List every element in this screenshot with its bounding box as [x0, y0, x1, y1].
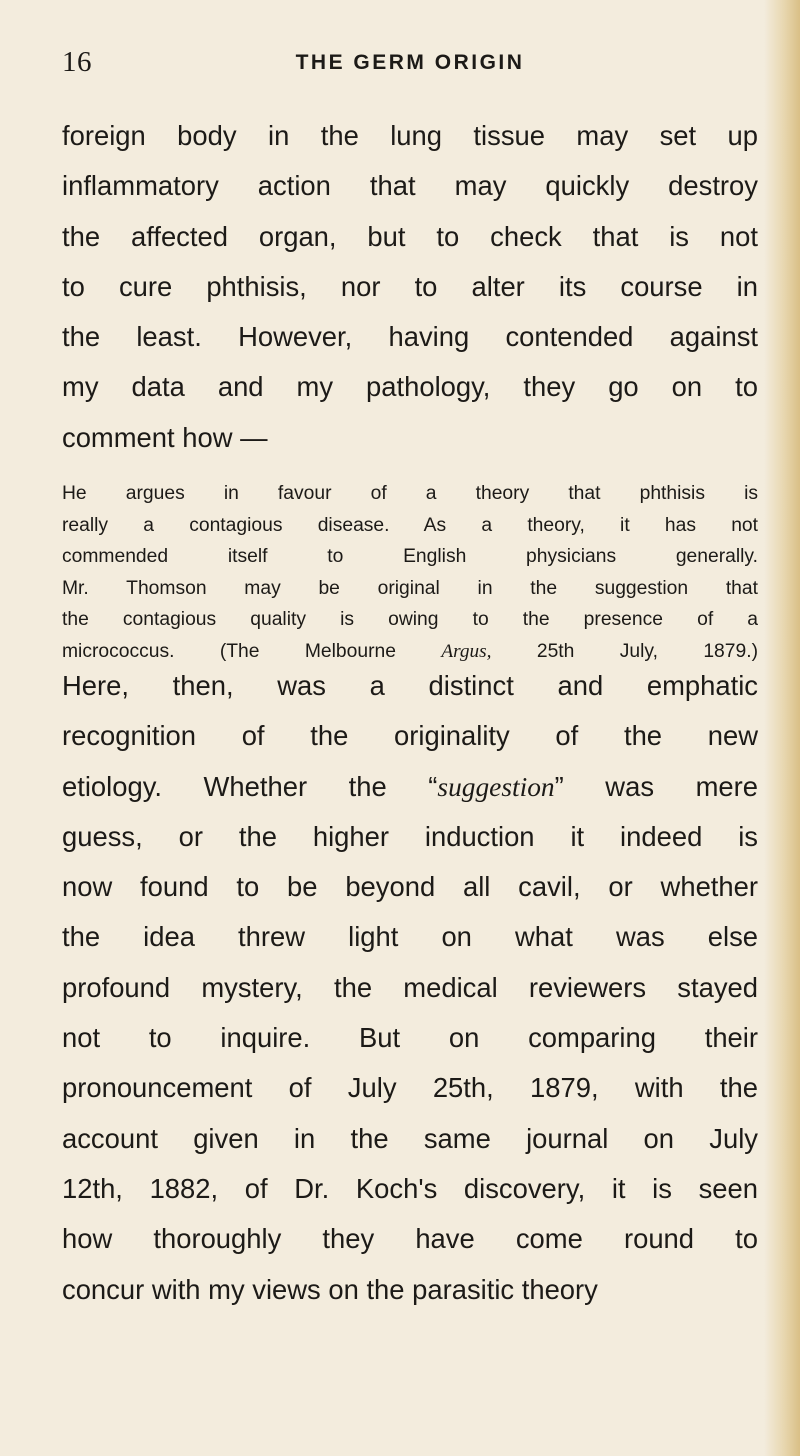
quote-line: really a contagious disease. As a theory, it has not	[62, 514, 758, 536]
page-number: 16	[62, 46, 92, 78]
quote-line: Mr. Thomson may be original in the suggestion that	[62, 577, 758, 599]
text-line: the least. However, having contended against	[62, 321, 758, 353]
block-quotation	[62, 478, 758, 667]
text-segment: ” was mere	[554, 770, 758, 802]
emphasized-word: suggestion	[437, 771, 555, 802]
text-line: the affected organ, but to check that is not	[62, 220, 758, 252]
quote-text: 25th July, 1879.)	[491, 640, 758, 662]
book-page	[62, 0, 758, 1305]
quote-line: commended itself to English physicians generally.	[62, 546, 758, 567]
running-head	[62, 0, 758, 78]
text-line: Here, then, was a distinct and emphatic	[62, 670, 758, 701]
page-edge-shading	[764, 0, 800, 1456]
text-line: profound mystery, the medical reviewers stayed	[62, 971, 758, 1003]
quote-line: He argues in favour of a theory that phthisis is	[62, 483, 758, 504]
text-line: to cure phthisis, nor to alter its course in	[62, 270, 758, 302]
text-line: now found to be beyond all cavil, or whether	[62, 871, 758, 903]
quote-line: the contagious quality is owing to the presence of a	[62, 609, 758, 630]
newspaper-title: Argus,	[441, 640, 492, 662]
text-line: account given in the same journal on July	[62, 1122, 758, 1154]
text-line: the idea threw light on what was else	[62, 921, 758, 953]
text-line	[62, 762, 758, 812]
text-line: foreign body in the lung tissue may set up	[62, 120, 758, 151]
text-segment: etiology. Whether the “	[62, 770, 438, 802]
text-line: comment how —	[62, 421, 268, 453]
text-line: recognition of the originality of the new	[62, 720, 758, 752]
text-line: not to inquire. But on comparing their	[62, 1022, 758, 1054]
text-line: how thoroughly they have come round to	[62, 1223, 758, 1255]
paragraph-2	[62, 661, 758, 1315]
text-line: pronouncement of July 25th, 1879, with the	[62, 1072, 758, 1104]
chapter-title: THE GERM ORIGIN	[295, 51, 525, 74]
text-line: 12th, 1882, of Dr. Koch's discovery, it is seen	[62, 1172, 758, 1204]
text-line: my data and my pathology, they go on to	[62, 371, 758, 403]
text-line: concur with my views on the parasitic theory	[62, 1273, 598, 1305]
text-line: guess, or the higher induction it indeed is	[62, 820, 758, 852]
quote-text: micrococcus. (The Melbourne	[62, 640, 442, 662]
text-line: inflammatory action that may quickly destroy	[62, 170, 758, 202]
paragraph-1	[62, 111, 758, 463]
